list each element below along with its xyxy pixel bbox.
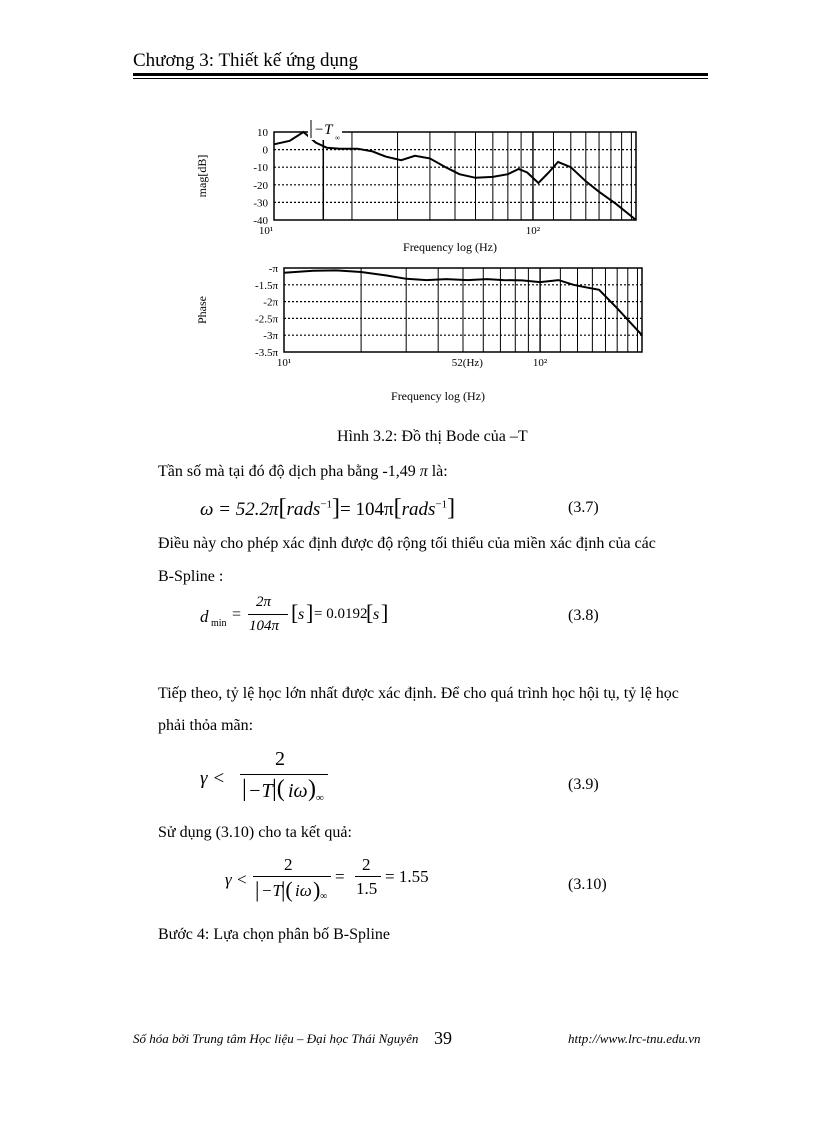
header-rule-thick: [133, 73, 708, 76]
eq38-fraction-bar: [248, 614, 288, 615]
eq310-numerator: 2: [284, 855, 293, 874]
equation-3-7: ω = 52.2π[rads$^{-1}$]= 104π[rads$^{-1}$]: [200, 495, 456, 521]
eq38-eq: =: [232, 606, 242, 623]
paragraph-bspline: B-Spline :: [158, 568, 224, 585]
equation-number-3-9: (3.9): [568, 776, 599, 793]
y-tick-label: -π: [268, 263, 278, 275]
x-axis-label: Frequency log (Hz): [391, 389, 485, 403]
eq310-iw: iω: [295, 881, 312, 900]
y-tick-label: -1.5π: [255, 279, 278, 292]
y-tick-label: -40: [253, 215, 268, 227]
pi-symbol: π: [419, 463, 428, 480]
eq310-gamma: γ <: [225, 870, 248, 889]
eq39-fraction-bar: [240, 774, 328, 775]
y-tick-label: -20: [253, 179, 268, 192]
paragraph-end: là:: [431, 463, 448, 480]
page-number: 39: [434, 1028, 452, 1048]
legend-subscript: ∞: [335, 134, 340, 142]
phase-plot: [195, 263, 642, 403]
footer-source: Số hóa bởi Trung tâm Học liệu – Đại học Thái Nguyên: [133, 1031, 419, 1046]
eq38-s-2: s: [373, 606, 380, 623]
eq37-rads-2: rads: [401, 499, 436, 520]
y-axis-label: Phase: [195, 296, 209, 324]
y-tick-label: -3π: [263, 330, 278, 343]
eq38-numerator: 2π: [256, 594, 272, 610]
magnitude-plot: [195, 118, 636, 254]
footer-url: http://www.lrc-tnu.edu.vn: [568, 1031, 701, 1046]
eq38-sub: min: [211, 618, 227, 629]
eq38-result: = 0.0192: [314, 606, 368, 622]
y-tick-label: -2.5π: [255, 313, 278, 326]
eq38-s: s: [298, 606, 305, 623]
eq39-numerator: 2: [275, 748, 285, 770]
x-tick-label: 10¹: [276, 357, 292, 369]
paragraph-text: Tần số mà tại đó độ dịch pha bằng -1,49: [158, 463, 416, 480]
y-tick-label: -2π: [263, 296, 278, 309]
eq310-result: = 1.55: [385, 867, 429, 886]
eq39-T: −T: [248, 780, 273, 802]
paragraph-result: Sử dụng (3.10) cho ta kết quả:: [158, 824, 352, 841]
chapter-header: Chương 3: Thiết kế ứng dụng: [133, 50, 359, 71]
paragraph-learning-rate: Tiếp theo, tỷ lệ học lớn nhất được xác định. Để cho quá trình học hội tụ, tỷ lệ học: [158, 685, 679, 702]
paragraph-step4: Bước 4: Lựa chọn phân bố B-Spline: [158, 926, 390, 943]
eq39-iw: iω: [288, 780, 308, 802]
eq38-d: d: [200, 607, 209, 626]
eq310-mid-numerator: 2: [362, 855, 371, 874]
x-tick-label: 10²: [525, 225, 541, 237]
x-tick-label: 10²: [532, 357, 548, 369]
eq37-omega: ω = 52.2π: [200, 499, 279, 520]
eq39-inf: ∞: [316, 792, 324, 804]
eq310-fraction-bar-2: [355, 876, 381, 877]
paragraph-condition: phải thỏa mãn:: [158, 717, 254, 734]
equation-number-3-7: (3.7): [568, 499, 599, 516]
bode-figure: [190, 110, 660, 410]
eq38-denominator: 104π: [249, 618, 280, 634]
eq37-mid: = 104π: [340, 499, 394, 520]
y-tick-label: 10: [257, 127, 268, 139]
y-tick-label: 0: [262, 144, 268, 157]
equation-3-9: γ < 2 | −T |( iω ) ∞: [200, 748, 360, 808]
eq37-exponent-2: −1: [435, 498, 448, 511]
eq310-inf: ∞: [320, 891, 328, 902]
header-rule-thin: [133, 78, 708, 79]
legend-label: −T: [314, 122, 333, 138]
eq39-gamma: γ <: [200, 768, 226, 789]
eq310-mid-denominator: 1.5: [356, 879, 378, 898]
eq310-eq: =: [335, 867, 345, 886]
figure-caption: Hình 3.2: Đồ thị Bode của –T: [337, 428, 528, 445]
paragraph-domain: Điều này cho phép xác định được độ rộng tối thiểu của miền xác định của các: [158, 535, 656, 552]
equation-3-10: γ < 2 | −T |( iω ) ∞ = 2 1.5 = 1.55: [225, 855, 429, 902]
y-tick-label: -3.5π: [255, 347, 278, 359]
eq37-exponent: −1: [320, 498, 333, 511]
paragraph-frequency: [158, 462, 448, 482]
x-axis-label: Frequency log (Hz): [403, 240, 497, 254]
x-tick-label: 52(Hz): [451, 357, 483, 369]
x-tick-label: 10¹: [258, 225, 274, 237]
equation-number-3-10: (3.10): [568, 876, 607, 893]
y-axis-label: mag[dB]: [195, 154, 209, 198]
eq310-T: −T: [261, 881, 282, 900]
eq37-rads: rads: [286, 499, 321, 520]
equation-3-8: d min = 2π 104π [ s ] = 0.0192 [ s ]: [200, 594, 389, 634]
equation-number-3-8: (3.8): [568, 607, 599, 624]
y-tick-label: -30: [253, 197, 268, 210]
y-tick-label: -10: [253, 162, 268, 175]
